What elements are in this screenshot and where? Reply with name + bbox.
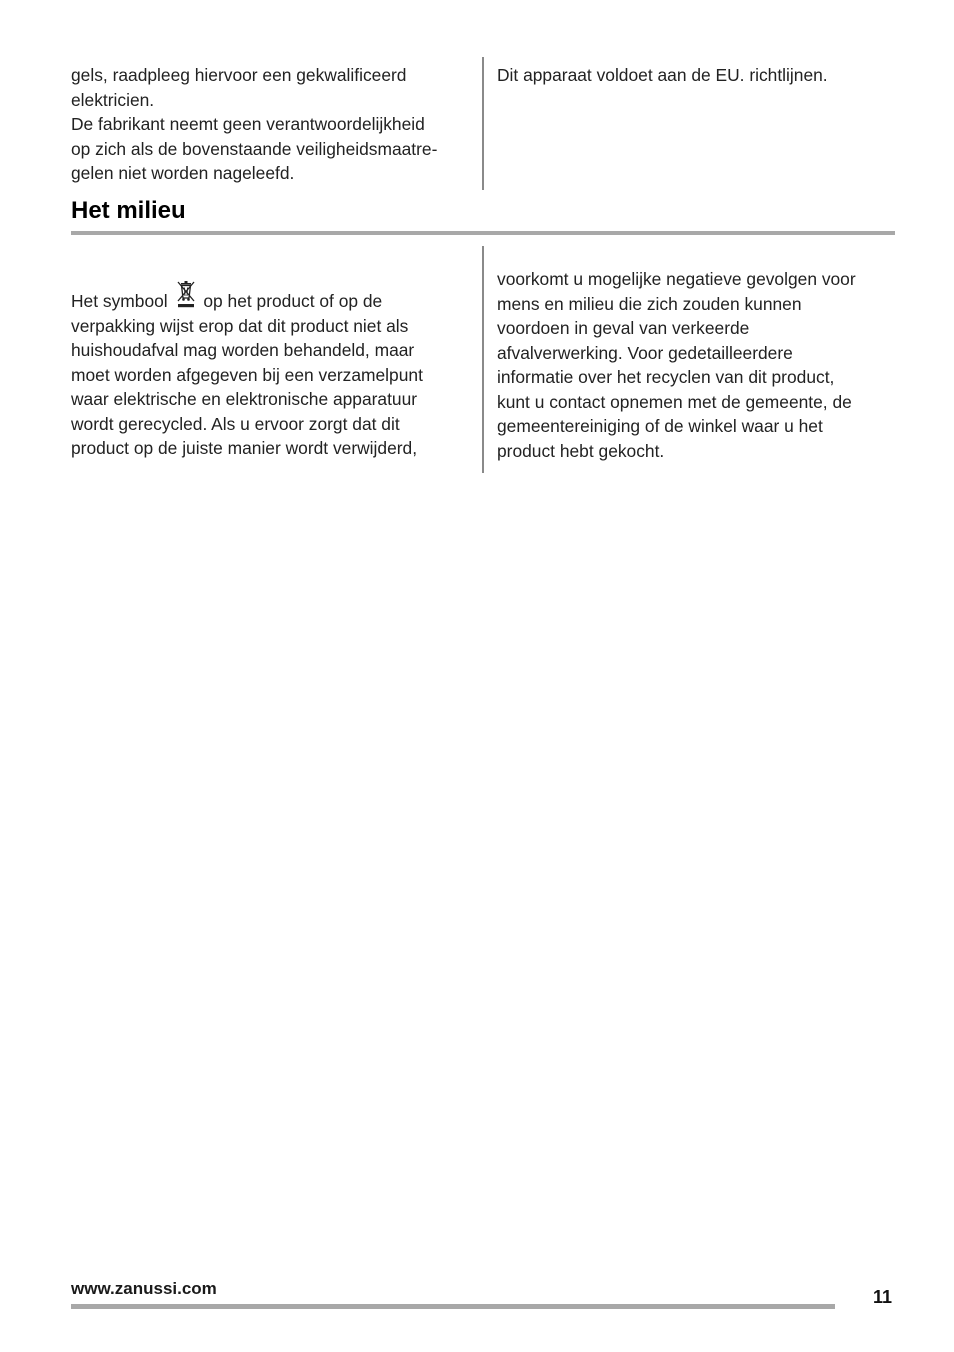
text-line: De fabrikant neemt geen verantwoordelijkheid xyxy=(71,114,425,134)
text-line: wordt gerecycled. Als u ervoor zorgt dat dit xyxy=(71,413,400,434)
section-right-column xyxy=(497,267,897,463)
text-line: gels, raadpleeg hiervoor een gekwalificeerd xyxy=(71,65,407,85)
text-line: afvalverwerking. Voor gedetailleerdere xyxy=(497,342,793,363)
text-line: product hebt gekocht. xyxy=(497,440,665,461)
text-line xyxy=(71,280,471,314)
column-divider xyxy=(482,246,484,473)
text-line: waar elektrische en elektronische apparatuur xyxy=(71,389,418,409)
text-line: verpakking wijst erop dat dit product niet als xyxy=(71,315,409,336)
top-left-column xyxy=(71,63,471,186)
text-line: voorkomt u mogelijke negatieve gevolgen voor xyxy=(497,269,856,289)
text-line: huishoudafval mag worden behandeld, maar xyxy=(71,340,415,360)
page-number: 11 xyxy=(873,1287,893,1307)
text-line: kunt u contact opnemen met de gemeente, de xyxy=(497,391,852,412)
text-line: op zich als de bovenstaande veiligheidsmaatre- xyxy=(71,138,438,159)
text-line: moet worden afgegeven bij een verzamelpunt xyxy=(71,364,423,385)
text-fragment: Het symbool xyxy=(71,291,168,311)
text-line: mens en milieu die zich zouden kunnen xyxy=(497,293,802,314)
footer-rule xyxy=(71,1304,835,1309)
section-title: Het milieu xyxy=(71,197,186,224)
text-fragment: op het product of op de xyxy=(203,291,383,311)
text-line: gelen niet worden nageleefd. xyxy=(71,163,295,183)
footer-url: www.zanussi.com xyxy=(71,1279,217,1298)
section-title-rule xyxy=(71,231,895,235)
text-line: gemeentereiniging of de winkel waar u het xyxy=(497,416,823,436)
text-line: product op de juiste manier wordt verwijderd, xyxy=(71,438,418,458)
section-left-column xyxy=(71,280,471,461)
text-line: informatie over het recyclen van dit product, xyxy=(497,367,835,387)
text-line: Dit apparaat voldoet aan de EU. richtlijnen. xyxy=(497,65,828,85)
column-divider xyxy=(482,57,484,190)
text-line: elektricien. xyxy=(71,89,155,110)
weee-crossed-out-bin-icon xyxy=(175,280,197,310)
top-right-column xyxy=(497,63,897,88)
text-line: voordoen in geval van verkeerde xyxy=(497,318,750,338)
